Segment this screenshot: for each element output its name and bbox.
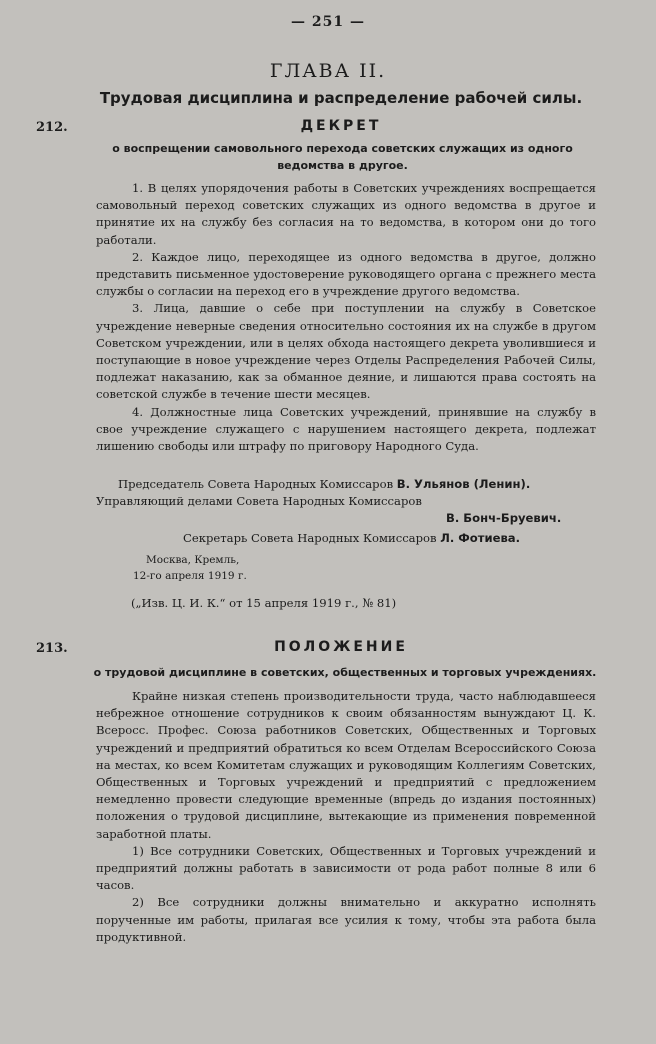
sig-manager-title: Управляющий делами Совета Народных Комиссаров xyxy=(96,494,422,508)
sig-chair-name: В. Ульянов (Ленин). xyxy=(396,477,531,491)
section-title: Трудовая дисциплина и распределение рабочей силы. xyxy=(99,89,583,107)
doc-212-body xyxy=(96,180,596,455)
sig-secretary-title: Секретарь Совета Народных Комиссаров xyxy=(183,531,437,545)
doc-213-number: 213. xyxy=(36,641,68,656)
doc-213-paragraph: 2) Все сотрудники должны внимательно и аккуратно исполнять порученные им работы, прилагая все усилия к тому, чтобы эта работа была продуктивной. xyxy=(96,895,596,944)
doc-212-subtitle: о воспрещении самовольного перехода советских служащих из одного ведомства в другое. xyxy=(112,142,573,172)
doc-213-subtitle: о трудовой дисциплине в советских, общественных и торговых учреждениях. xyxy=(93,666,597,679)
doc-212-paragraph: 1. В целях упорядочения работы в Советских учреждениях воспрещается самовольный переход советских служащих из одного ведомства в другое и принятие их на службу без согласия на то ведомства, в котором они до того работали. xyxy=(96,181,596,247)
doc-212-paragraph: 4. Должностные лица Советских учреждений, принявшие на службу в свое учреждение служащего с нарушением настоящего декрета, подлежат лишению свободы или штрафу по приговору Народного Суда. xyxy=(96,404,596,454)
sig-secretary-name: Л. Фотиева. xyxy=(440,531,521,545)
sig-chair xyxy=(118,477,530,491)
source-citation: („Изв. Ц. И. К.“ от 15 апреля 1919 г., № 81) xyxy=(131,596,397,610)
place: Москва, Кремль, xyxy=(146,554,240,566)
doc-213-paragraph: 1) Все сотрудники Советских, Общественных и Торговых учреждений и предприятий должны работать в зависимости от рода работ полные 8 или 6 часов. xyxy=(96,843,596,893)
doc-213-body xyxy=(96,688,596,946)
sig-secretary xyxy=(183,531,520,545)
page-number: — 251 — xyxy=(291,14,365,30)
date: 12-го апреля 1919 г. xyxy=(133,570,247,582)
doc-212-number: 212. xyxy=(36,120,68,135)
doc-212-paragraph: 2. Каждое лицо, переходящее из одного ведомства в другое, должно представить письменное удостоверение руководящего органа с прежнего места службы о согласии на переход его в учреждение другого ведомства. xyxy=(96,249,596,299)
sig-chair-title: Председатель Совета Народных Комиссаров xyxy=(118,477,394,491)
chapter-heading: ГЛАВА II. xyxy=(269,60,387,82)
doc-213-type: ПОЛОЖЕНИЕ xyxy=(274,639,408,655)
doc-212-type: ДЕКРЕТ xyxy=(300,118,382,134)
doc-213-paragraph: Крайне низкая степень производительности труда, часто наблюдавшееся небрежное отношение сотрудников к своим обязанностям вынуждают Ц. К. Всеросс. Профес. Союза работников Советских, Общественных и Торговых учреждений и предприятий обратиться ко всем Отделам Всероссийского Союза на местах, ко всем Комитетам служащих и руководящим Коллегиям Советских, Общественных и Торговых учреждений и предприятий с предложением немедленно провести следующие временные (впредь до издания постоянных) положения о трудовой дисциплине, вытекающие из применения повременной заработной платы. xyxy=(96,689,596,841)
doc-212-paragraph: 3. Лица, давшие о себе при поступлении на службу в Советское учреждение неверные сведения относительно состояния их на службе в другом Советском учреждении, или в целях обхода настоящего декрета уволившиеся и поступающие в новое учреждение через Отделы Распределения Рабочей Силы, подлежат наказанию, как за обманное деяние, и лишаются права состоять на советской службе в течение шести месяцев. xyxy=(96,301,596,402)
sig-manager-name: В. Бонч-Бруевич. xyxy=(446,511,562,525)
